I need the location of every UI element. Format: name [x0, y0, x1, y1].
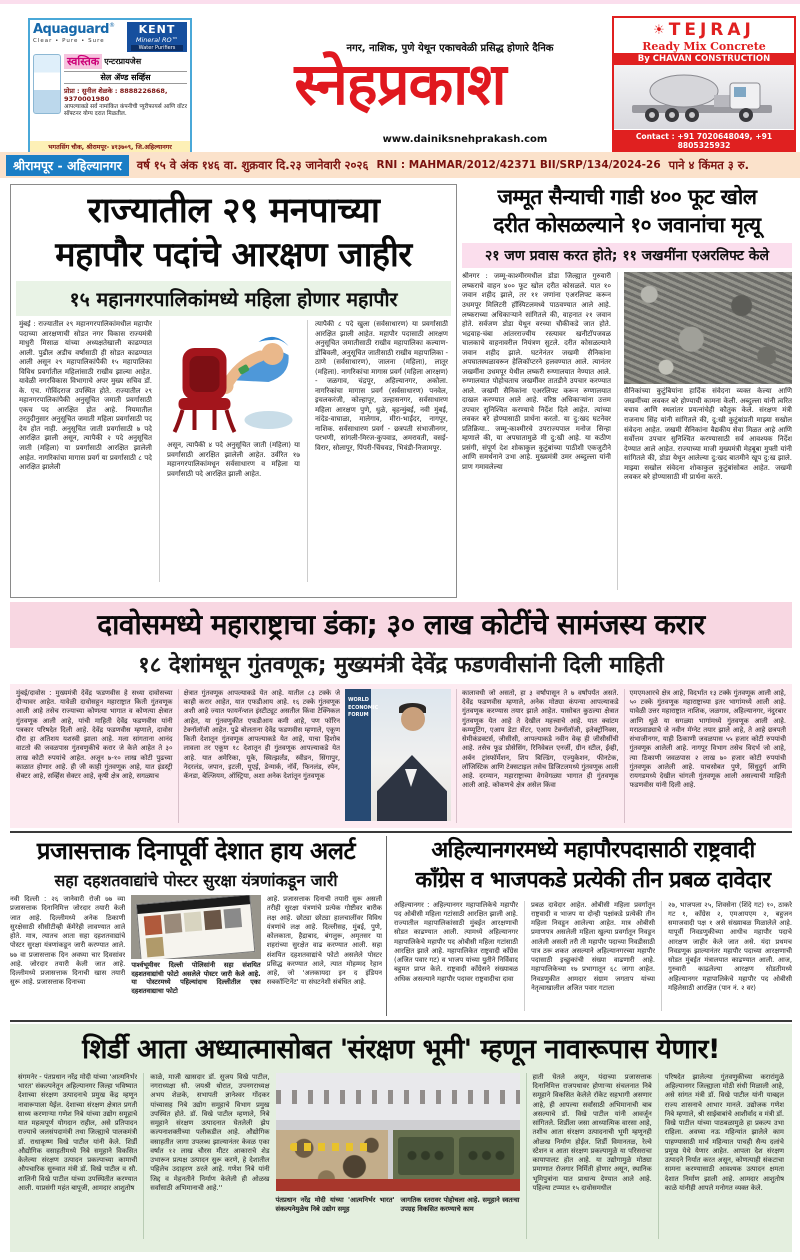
rocket-tips [290, 1143, 373, 1151]
mixer-truck-photo [614, 65, 794, 129]
shop-name: स्वस्तिक [64, 54, 102, 69]
shop-description: आपल्याकडे सर्व नामांकित कंपनीची प्युरीफायर्स आणि वॉटर सॉफ्टनर योग्य दरात मिळतील. [64, 104, 187, 118]
aquaguard-brand: Aquaguard [33, 22, 109, 37]
shop-service-line: सेल ॲण्ड सर्व्हिस [64, 71, 187, 84]
ad-aquaguard [28, 18, 192, 154]
mugshot-photo [204, 910, 223, 930]
story-column: परिषदेत झालेल्या गुंतवणुकीच्या करारांमुळे अहिल्यानगर जिल्ह्याला मोठी संधी मिळाली आहे, असे सांगत मंत्री डॉ. विखे पाटील यांनी याबद्दल राज्य शासनाचे आभार मानले. उद्योजक गणेश निबे म्हणाले, श्री साईबाबांचे आशीर्वाद व मंत्री डॉ. विखे पाटील यांच्या पाठबळामुळे हा प्रकल्प उभा राहिला. अवघ्या नऊ महिन्यांत झालेले काम पाहण्यासाठी मार्च महिन्यात पाचही सैन्य दलांचे प्रमुख येथे येणार आहेत. आपला देश संरक्षण उत्पादने निर्यात करत असून, कोणत्याही संकटाचा सामना करण्यासाठी आवश्यक उत्पादन क्षमता देशात निर्माण झाली आहे. आमदार आशुतोष काळे यांनीही आपले मनोगत व्यक्त केले. [658, 1073, 784, 1239]
photo-caption: पार्श्वभूमीवर दिल्ली पोलिसांनी सहा संशयित दहशतवाद्यांची फोटो असलेले पोस्टर जारी केले आहे. या पोस्टरमध्ये पहिल्यांदाच दिल्लीतील एका दहशतवाद्याचा फोटो [131, 961, 261, 995]
story-republic-day-alert [10, 836, 382, 1018]
story-davos-investment [10, 602, 792, 828]
story-headline: दरीत कोसळल्याने १० जवानांचा मृत्यू [493, 212, 761, 237]
aquaguard-tagline: Clear • Pure • Sure [33, 38, 105, 44]
story-column: असून, त्यापैकी ४ पदे अनुसूचित जाती (महिला) या प्रवर्गांसाठी आरक्षित झालेली आहेत. उर्वरित १७ महानगरपालिकांमधून सर्वसाधारण व महिला या प्रवर्गांसाठी पदे आरक्षित झाली आहेत. [167, 441, 300, 478]
story-headline: शिर्डी आता अध्यात्मासोबत 'संरक्षण भूमी' म्हणून नावारूपास येणार! [82, 1034, 720, 1065]
shop-address: भगतसिंग चौक, श्रीरामपूर- ४१३७०९, जि.अहिल्यानगर [30, 141, 190, 152]
water-purifier-photo [33, 54, 61, 114]
story-column: २७, भाजपला २५, शिवसेना (शिंदे गट) १०, ठाकरे गट १, काँग्रेस २, एमआयएम २, बहुजन समाजवादी पक्ष १ असे संख्याबळ मिळालेले आहे. यापूर्वी निवडणुकीच्या आधीच महापौर पदाचे आरक्षण जाहीर केले जात असे. यंदा प्रथमच निवडणूक झाल्यानंतर महापौर पदाच्या आरक्षणाची सोडत मुंबईत मंत्रालयात काढण्यात आली. आज, गुरुवारी काढलेल्या आरक्षण सोडतीमध्ये अहिल्यानगर महापालिकेचे महापौर पद ओबीसी महिलेसाठी आरक्षित (पान नं. २ वर) [661, 901, 792, 1011]
dateline-strip [0, 152, 800, 178]
story-column: कालावधी जो असतो, हा ३ वर्षांपासून ते ७ वर्षांपर्यंत असते. देवेंद्र फडणवीस म्हणाले, अनेक मोठ्या कंपन्या आपल्याकडे गुंतवणूक करण्यास तयार झाले आहेत. यासोबत कुठल्या क्षेत्रात गुंतवणूक येत आहे ते देखील महत्त्वाचे आहे. यात क्वांटम कम्प्यूटिंग, एआय डेटा सेंटर, एआय टेक्नॉलॉजी, इलेक्ट्रॉनिक्स, सेमीकंडक्टर्स, जीसीसी, आपल्याकडे नवीन वेव्ह ही जीसीसींची आहे. तसेच फूड प्रोसेसिंग, रिनिवेबल एनर्जी, ग्रीन स्टील, ईव्ही, अर्बन ट्रांस्फॉर्मेशन, शिप बिल्डिंग, एज्युकेशन, फीनटेक, लॉजिस्टिक आणि टेक्सटाइल तसेच डिजिटलमध्ये गुंतवणूक आली आहे. दरम्यान, महाराष्ट्राच्या वेगवेगळ्या भागात ही गुंतवणूक आली आहे. कोकणचे क्षेत्र असेल किंवा [456, 689, 619, 823]
story-column: त्यापैकी ८ पदे खुला (सर्वसाधारण) या प्रवर्गासाठी आरक्षित झाली आहेत. महापौर पदासाठी आरक्षण अनुसूचित जमातीसाठी राखीव महापालिका कल्याण-डोंबिवली, अनुसूचित जातीसाठी राखीव महापालिका - ठाणे (सर्वसाधारण), जालना (महिला), लातूर (महिला). नागरिकांचा मागास प्रवर्ग (महिला आरक्षण) - जळगाव, चंद्रपूर, अहिल्यानगर, अकोला. नागरिकांचा मागास प्रवर्ग (सर्वसाधारण) पनवेल, इचलकरंजी, कोल्हापूर, उल्हासनगर, सर्वसाधारण महिला आरक्षण पुणे, धुळे, बृहन्मुंबई, नवी मुंबई, नांदेड-वाघाळा, मालेगाव, मीरा-भाईंदर, नागपूर, नाशिक. सर्वसाधारण प्रवर्ग - छत्रपती संभाजीनगर, परभणी, सांगली-मिरज-कुपवाड, अमरावती, वसई-विरार, सोलापूर, पिंपरी-चिंचवड, भिवंडी-निजामपूर. [307, 320, 448, 582]
kent-logo: KENT Mineral RO™ Water Purifiers [127, 22, 187, 52]
launcher-box [398, 1137, 454, 1175]
photo-caption: पंतप्रधान नरेंद्र मोदी यांच्या 'आत्मनिर्भर भारत' संकल्पनेमुळेच निबे उद्योग समूह [275, 1196, 395, 1213]
story-column: सैनिकांच्या कुटुंबियांना हार्दिक संवेदना व्यक्त केल्या आणि जखमींच्या लवकर बरे होण्याची कामना केली. अब्दुल्ला यांनी त्वरित बचाव आणि स्थलांतर प्रयत्नांचेही कौतुक केले. संरक्षण मंत्री राजनाथ सिंह यांनी सांगितले की, दु:खी कुटुंबांप्रती माझ्या सखोल संवेदना आहेत. जखमी सैनिकांना वैद्यकीय सेवा मिळत आहे आणि सर्वोत्तम उपचार सुनिश्चित करण्यासाठी सर्व आवश्यक निर्देश देण्यात आले आहेत. राज्याच्या माजी मुख्यमंत्री मेहबूबा मुफ्ती यांनी सांगितले की, डोडा येथून आलेल्या दु:खद बातमीने खूप दु:ख झाले. माझ्या सखोल संवेदना शोकाकुल कुटुंबांसोबत आहेत. जखमी लवकर बरे होण्यासाठी मी प्रार्थना करते. [623, 387, 792, 482]
masthead-tagline: नगर, नाशिक, पुणे येथून एकाचवेळी प्रसिद्ध होणारे दैनिक [346, 43, 554, 54]
mugshot-photo [164, 913, 183, 933]
story-column: आहे. प्रजासत्ताक दिनाची तयारी सुरू असली तरीही सुरक्षा यंत्रणांचे प्रत्येक गोष्टीवर बारीक लक्ष आहे. छोट्या छोट्या हालचालींवर विविध यंत्रणांचे लक्ष आहे. दिल्लीसह, मुंबई, पुणे, कोलकाता, हैद्राबाद, बंगलुरू, अमृतसर या शहरांच्या सुरक्षेत वाढ करण्यात आली. सहा संशयित दहशतवाद्यांचे फोटो असलेले पोस्टर प्रसिद्ध करण्यात आले, त्यात मोहम्मद रेहान आहे, जो 'अलकायदा इन द इंडियन सबकॉन्टिनेंट' या संघटनेशी संबंधित आहे. [266, 895, 382, 987]
masthead-title: स्नेहप्रकाश [294, 50, 506, 118]
wef-logo-strip: WORLD ECONOMIC FORUM [345, 689, 371, 821]
story-column: मुंबई/दावोस : मुख्यमंत्री देवेंद्र फडणवीस हे सध्या दावोसच्या दौऱ्यावर आहेत. यावेळी दावोसहून महाराष्ट्रात किती गुंतवणूक आली आहे तसेच राज्याच्या कोणत्या भागात व कोणत्या क्षेत्रात गुंतवणूक आली आहे, यांची माहिती देवेंद्र फडणवीस यांनी पत्रकार परिषदेत दिली आहे. देवेंद्र फडणवीस म्हणाले, दावोस दौरा हा अतिशय यशस्वी झाला आहे. मला सांगताना आनंद वाटतो की जवळपास गुंतवणुकीचे करार जे केले आहेत ते ३० लाख कोटी रुपयांचे आहेत. अजून ७-१० लाख कोटी पुढच्या काळात होणार आहे. ही जी काही गुंतवणूक आहे, यात इंडस्ट्री सेक्टर आहे, सर्व्हिस सेक्टर आहे, कृषी क्षेत्र आहे, सगळ्याच [16, 689, 173, 781]
story-column: हाती घेतले असून, यंदाच्या प्रजासत्ताक दिनानिमित्त राजपथावर होणाऱ्या संचलनात निबे समूहाने विकसित केलेले रॉकेट सहभागी असणार आहे, ही आपल्या सर्वांसाठी अभिमानाची बाब असल्याचे डॉ. विखे पाटील यांनी आवर्जून सांगितले. शिर्डीला जसा आध्यात्मिक वारसा आहे, तशीच आता संरक्षण उत्पादनाची भूमी म्हणूनही ओळख निर्माण होईल. शिर्डी विमानतळ, रेल्वे स्टेशन व आता संरक्षण प्रकल्पामुळे या परिसराचा कायापालट होत आहे. या उद्योगामुळे मोठ्या प्रमाणात रोजगार निर्मिती होणार असून, स्थानिक भूमिपुत्रांना यात प्राधान्य देण्यात आले आहे. पहिल्या टप्प्यात १५ दावोसमधील [526, 1073, 652, 1239]
mugshot-photo [146, 937, 165, 957]
story-subhead: १८ देशांमधून गुंतवणूक; मुख्यमंत्री देवेंद्र फडणवीसांनी दिली माहिती [10, 648, 792, 684]
dateline-issue: वर्ष १५ वे अंक १४६ वा. शुक्रवार दि.२३ जानेवारी २०२६ [136, 157, 369, 172]
dateline-pages-price: पाने ४ किंमत ३ रु. [668, 157, 750, 172]
mugshot-photo [184, 912, 203, 932]
dateline-rni: RNI : MAHMAR/2012/42371 BII/SRP/134/2024-26 [376, 159, 661, 171]
terrorist-poster-photo [131, 895, 260, 959]
mixer-truck-icon [614, 65, 790, 129]
story-headline: दावोसमध्ये महाराष्ट्राचा डंका; ३० लाख कोटींचे सामंजस्य करार [10, 602, 792, 648]
story-column: नवी दिल्ली : २६ जानेवारी रोजी ७७ व्या प्रजासत्ताक दिनानिमित्त जोरदार तयारी केली जात आहे. दिल्लीमध्ये अनेक ठिकाणी सुरक्षेसाठी सीसीटीव्ही कॅमेरेही लावण्यात आले होते. मात्र, त्यातच आता सहा दहशतवाद्यांचे पोस्टर सुरक्षा यंत्रणांकडून जारी करण्यात आले. ७७ वा प्रजासत्ताक दिन अवघ्या चार दिवसांवर आहे. जोरदार तयारी केली जात आहे. दिल्लीमध्ये प्रजासत्ताक दिनाची खास तयारी सुरू आहे. प्रजासत्ताक दिनाच्या [10, 895, 126, 987]
sun-icon: ☀ [653, 22, 665, 38]
accident-photo [624, 272, 792, 384]
top-border-line [0, 0, 800, 4]
tejraj-contact: Contact : +91 7020648049, +91 8805325932 [614, 130, 794, 152]
story-jammu-accident [462, 184, 792, 598]
crowd-heads [276, 1090, 520, 1104]
story-column: श्रीनगर : जम्मू-काश्मीरमधील डोडा जिल्ह्यात गुरुवारी लष्कराचे वाहन ४०० फूट खोल दरीत कोसळले. यात १० जवान शहीद झाले, तर ११ जणांना एअरलिफ्ट करून उधमपूर मिलिटरी हॉस्पिटलमध्ये पाठवण्यात आले आहे. लष्कराच्या अधिकाऱ्याने सांगितले की, वाहनात २१ जवान होते. सर्वजण डोडा येथून वरच्या चौकीकडे जात होते. भद्रवाह-चंबा आंतरराज्यीय रस्त्यावर खनीटॉपजवळ चालकाचे वाहनावरील नियंत्रण सुटले. दरीत कोसळल्याने जवान शहीद झाले. घटनेनंतर जखमी सैनिकांना अपघातस्थळावरून हेलिकॉप्टरने हलवण्यात आले. त्यानंतर जखमींना उधमपूर येथील लष्करी रुग्णालयात नेण्यात आले. रुग्णालयात पोहोचताच जखमींवर तातडीने उपचार करण्यात आले. जखमी सैनिकांना एअरलिफ्ट करून रुग्णालयात दाखल करण्यात आले आहे. वरिष्ठ अधिकाऱ्यांना उत्तम उपचार सुनिश्चित करण्याचे निर्देश दिले आहेत. त्यांच्या लवकर बरे होण्यासाठी प्रार्थना करतो. या दु:खद घटनेवर प्रतिक्रिया.. जम्मू-काश्मीरचे उपराज्यपाल मनोज सिन्हा म्हणाले की, या अपघातामुळे मी दु:खी आहे. या कठीण प्रसंगी, संपूर्ण देश शोकाकुल कुटुंबांच्या पाठीशी एकजुटीने आणि समर्थनाने उभा आहे. मुख्यमंत्री उमर अब्दुल्ला यांनी प्राण गमावलेल्या [462, 272, 611, 471]
masthead-website: www.dainiksnehprakash.com [382, 134, 548, 145]
tejraj-brand: TEJRAJ [668, 20, 755, 40]
ad-tejraj [612, 16, 796, 154]
defense-project-photo [276, 1073, 520, 1191]
red-carpet [276, 1179, 520, 1191]
story-subhead: १५ महानगरपालिकांमध्ये महिला होणार महापौर [16, 281, 451, 316]
launcher-box [459, 1137, 515, 1175]
story-column: क्षेत्रात गुंतवणूक आपल्याकडे येत आहे. यातील ८३ टक्के जे काही करार आहेत, यात एफडीआय आहे. १६ टक्के गुंतवणूक अशी आहे ज्यात फायनॅन्शल इंस्टीट्यूट असतील किंवा टेक्निकल आहेत, या गुंतवणुकीत एफडीआय कमी आहे, पण फॉरिन टेक्नॉलॉजी आहेत. पुढे बोलताना देवेंद्र फडणवीस म्हणाले, एकूण किती देशातून गुंतवणूक आपल्याकडे येत आहे, याचा हिशोब लावला तर एकूण १८ देशातून ही गुंतवणूक आपल्याकडे येत आहे. यात अमेरिका, यूके, स्वित्झर्लंड, स्वीडन, सिंगापुर, नेदरलंड, जपान, इटली, यूएई, डेन्मार्क, नॉर्वे, फिनलंड, स्पेन, कॅनडा, बेल्जियम, ऑस्ट्रिया, अशा अनेक देशांतून गुंतवणूक [178, 689, 341, 823]
story-subhead: २१ जण प्रवास करत होते; ११ जखमींना एअरलिफ्ट केले [462, 243, 792, 268]
tejraj-by-line: By CHAVAN CONSTRUCTION [614, 53, 794, 65]
section-divider-line [10, 1020, 792, 1022]
story-column: प्रबळ दावेदार आहेत. ओबीसी महिला प्रवर्गातून राष्ट्रवादी व भाजप या दोन्ही पक्षांकडे प्रत्येकी तीन महिला निवडून आलेल्या आहेत. मात्र ओबीसी प्रमाणपत्र असलेली महिला खुल्या प्रवर्गातून निवडून आलेली असली तरी ती महापौर पदाच्या निवडीसाठी पात्र ठरू शकत असल्याने अहिल्यानगरच्या महापौर पदासाठी इच्छुकांची संख्या वाढणारी आहे. महापालिकेच्या १७ प्रभागातून ६८ जागा आहेत. निवडणुकीत आमदार संग्राम जगताप यांच्या नेतृत्वाखालील अजित पवार गटाला [524, 901, 655, 1011]
story-ahilyanagar-mayor [394, 836, 792, 1018]
story-headline: प्रजासत्ताक दिनापूर्वी देशात हाय अलर्ट [36, 837, 356, 865]
mugshot-photo [144, 915, 163, 935]
photo-caption: जागतिक स्तरावर पोहोचला आहे. समूहाने स्वतःचा उपग्रह विकसित करण्याचे काम [400, 1196, 520, 1213]
tejraj-product: Ready Mix Concrete [642, 40, 766, 53]
column-divider-line [386, 836, 387, 1016]
registered-icon: ® [108, 22, 115, 29]
shop-phone: प्रोप्रा : सुनील शेळके : 8888226868, 9370001980 [64, 87, 168, 103]
story-headline: काँग्रेस व भाजपकडे प्रत्येकी तीन प्रबळ दावेदार [415, 868, 771, 894]
story-column: एमएमआरचे क्षेत्र आहे, विदर्भात १३ टक्के गुंतवणूक आली आहे, ५० टक्के गुंतवणूक महाराष्ट्राच्या इतर भागांमध्ये आली आहे. यावेळी उत्तर महाराष्ट्रात नाशिक, जळगाव, अहिल्यानगर, नंदुरबार आणि धुळे या सगळ्या भागांमध्ये गुंतवणूक आली आहे. मराठवाड्याचे जे नवीन मॅग्नेट तयार झाले आहे, ते आहे छत्रपती संभाजीनगर, याही ठिकाणी जवळपास ५५ हजार कोटी रुपयांची गुंतवणूक आलेली आहे. नागपूर विभाग तसेच विदर्भ जो आहे, त्या ठिकाणी जवळपास २ लाख ७० हजार कोटी रुपयांची गुंतवणूक आलेली आहे. याचसोबत पुणे, सिंधुदुर्ग आणि रायगडमध्ये देखील चांगली गुंतवणूक आली असल्याची माहिती फडणवीस यांनी दिली आहे. [624, 689, 787, 823]
portrait-suit [377, 755, 447, 821]
story-column: अहिल्यानगर : अहिल्यानगर महापालिकेचे महापौर पद ओबीसी महिला गटांसाठी आरक्षित झाली आहे. राज्यातील महापालिकांसाठी मुंबईत आरक्षणाची सोडत काढण्यात आली. त्यामध्ये अहिल्यानगर महापालिकेचे महापौर पद ओबीसी महिला गटांसाठी आरक्षित झाले आहे. महापालिकेत राष्ट्रवादी काँग्रेस (अजित पवार गट) व भाजप यांच्या युतीने निर्विवाद बहुमत प्राप्त केले. राष्ट्रवादी काँग्रेसने संख्याबळ अधिक असल्याने महापौर पदावर राष्ट्रवादीचा दावा [394, 900, 518, 983]
story-column: संगमनेर - पंतप्रधान नरेंद्र मोदी यांच्या 'आत्मनिर्भर भारत' संकल्पनेतून अहिल्यानगर जिल्हा भविष्यात देशाच्या संरक्षण उत्पादनाचे प्रमुख केंद्र म्हणून नावारूपाला येईल. देशाच्या संरक्षण क्षेत्रात प्रगती साध्य करणाऱ्या गणेश निबे यांच्या उद्योग समूहाचे यात महत्वपूर्ण योगदान राहील, असे प्रतिपादन राज्याचे जलसंपदामंत्री तथा जिल्ह्याचे पालकमंत्री डॉ. राधाकृष्ण विखे पाटील यांनी केले. शिर्डी औद्योगिक वसाहतीमध्ये निबे समूहाने विकसित केलेल्या संरक्षण उत्पादन प्रकल्पाच्या कामाची औपचारिक सुरुवात मंत्री डॉ. विखे पाटील व सौ. शालिनी विखे पाटील यांच्या उपस्थितीत करण्यात आली. याप्रसंगी महंत बापूजी, आमदार आशुतोष [18, 1073, 138, 1192]
woman-mayor-illustration [167, 320, 300, 438]
story-shirdi-defense [10, 1024, 792, 1252]
story-column: काळे, माजी खासदार डॉ. सुजय विखे पाटील, नगराध्यक्षा सौ. जयश्री थोरात, उपनगराध्यक्ष अभय शेळके, सभापती ज्ञानेश्वर गोंदकर यांच्यासह निबे उद्योग समूहाचे विभाग प्रमुख उपस्थित होते. डॉ. विखे पाटील म्हणाले, निबे समूहाने संरक्षण उत्पादनात घेतलेली झेप कल्पनाशक्तीच्या पलीकडील आहे. औद्योगिक वसाहतीत जागा उपलब्ध झाल्यानंतर केवळ एका वर्षात १२ लाख चौरस मीटर आकाराचे शेड उभारून प्रत्यक्ष उत्पादन सुरू करणे, हे देशातील पहिलेच उदाहरण ठरले आहे. गणेश निबे यांनी जिद्द व मेहनतीने निर्माण केलेली ही ओळख सर्वांसाठी अभिमानाची आहे.'' [143, 1073, 269, 1239]
story-headline: महापौर पदांचे आरक्षण जाहीर [55, 234, 412, 275]
crowd-area [276, 1073, 520, 1134]
story-headline: अहिल्यानगरमध्ये महापौरपदासाठी राष्ट्रवादी [431, 838, 755, 863]
story-column: मुंबई : राज्यातील २९ महानगरपालिकांमधील महापौर पदाच्या आरक्षणाची सोडत नगर विकास राज्यमंत्री माधुरी मिसाळ यांच्या अध्यक्षतेखाली काढण्यात आली. पुढील अडीच वर्षांसाठी ही सोडत काढण्यात आली असून २९ महापालिकांपैकी १५ महापालिका विविध प्रवर्गातील महिलांसाठी राखीव झाल्या आहेत. यावेळी नगरविकास विभागाचे अपर मुख्य सचिव डॉ. के. एच. गोविंदराज उपस्थित होते. राज्यातील २९ महानगरपालिकांपैकी अनुसूचित जमाती प्रवर्गासाठी एकच पद आरक्षित होत आहे. नियमातील तरतुदीनुसार अनुसूचित जमाती महिला प्रवर्गासाठी पद देय होत नाही. अनुसूचित जाती प्रवर्गासाठी ७ पदे आरक्षित झाली असून, त्यापैकी २ पदे अनुसूचित जाती (महिला) या प्रवर्गांसाठी आरक्षित झालेली आहेत. नागरिकांचा मागास प्रवर्ग या प्रवर्गासाठी ८ पदे आरक्षित झालेली [19, 320, 152, 472]
fadnavis-photo [345, 689, 451, 821]
mugshot-photo [224, 908, 243, 928]
story-subhead: सहा दहशतवाद्यांचे पोस्टर सुरक्षा यंत्रणांकडून जारी [54, 871, 338, 891]
section-divider-line [10, 831, 792, 833]
portrait-face [401, 707, 425, 731]
shop-name-suffix: एन्टरप्रायजेस [104, 57, 142, 66]
story-headline: राज्यातील २९ मनपाच्या [87, 191, 380, 231]
dateline-place: श्रीरामपूर - अहिल्यानगर [6, 155, 129, 176]
story-mayor-reservation [10, 184, 457, 598]
story-headline: जम्मूत सैन्याची गाडी ४०० फूट खोल [497, 185, 757, 209]
